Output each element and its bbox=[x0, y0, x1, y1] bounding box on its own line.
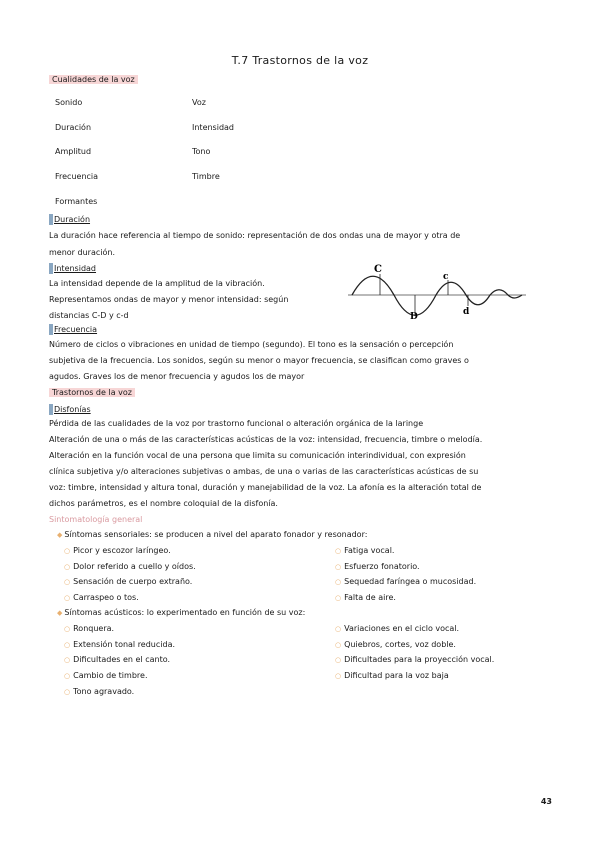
cualidad-left-1: Duración bbox=[55, 123, 92, 132]
sensorial-left-1-text: Dolor referido a cuello y oídos. bbox=[73, 562, 196, 571]
heading-bar bbox=[49, 263, 53, 274]
sensorial-right-0 bbox=[335, 546, 394, 555]
sensorial-right-2 bbox=[335, 577, 476, 586]
wave-figure bbox=[338, 250, 534, 320]
diamond-bullet-icon: ◆ bbox=[57, 531, 63, 539]
circle-bullet-icon: ○ bbox=[335, 641, 342, 649]
cualidad-left-3: Frecuencia bbox=[55, 172, 99, 181]
sensorial-left-0-text: Picor y escozor laríngeo. bbox=[73, 546, 171, 555]
sensorial-right-0-text: Fatiga vocal. bbox=[344, 546, 395, 555]
circle-bullet-icon: ○ bbox=[64, 594, 71, 602]
wave-label-C: C bbox=[374, 264, 382, 275]
wave-figure-bg bbox=[338, 250, 534, 320]
acustico-left-1-text: Extensión tonal reducida. bbox=[73, 640, 176, 649]
circle-bullet-icon: ○ bbox=[64, 625, 71, 633]
circle-bullet-icon: ○ bbox=[64, 672, 71, 680]
acustico-right-2 bbox=[335, 655, 494, 664]
acusticos-title-row bbox=[57, 608, 305, 617]
trastornos-heading bbox=[49, 388, 135, 397]
disfonias-p3-line-3: voz: timbre, intensidad y altura tonal, duración y manejabilidad de la voz. La afonía es la alteración total de bbox=[49, 483, 482, 492]
intensidad-heading-text: Intensidad bbox=[54, 264, 97, 273]
page-title: T.7 Trastornos de la voz bbox=[231, 54, 369, 67]
acustico-left-3 bbox=[64, 671, 147, 680]
cualidades-heading-text: Cualidades de la voz bbox=[49, 75, 138, 84]
disfonias-heading bbox=[49, 404, 91, 415]
cualidad-left-4: Formantes bbox=[55, 197, 98, 206]
sensorial-right-3 bbox=[335, 593, 396, 602]
circle-bullet-icon: ○ bbox=[64, 688, 71, 696]
sensorial-right-3-text: Falta de aire. bbox=[344, 593, 396, 602]
circle-bullet-icon: ○ bbox=[64, 578, 71, 586]
acustico-right-1-text: Quiebros, cortes, voz doble. bbox=[344, 640, 456, 649]
sensoriales-title-row bbox=[57, 530, 367, 539]
sensorial-left-3-text: Carraspeo o tos. bbox=[73, 593, 139, 602]
acustico-right-0 bbox=[335, 624, 459, 633]
frecuencia-heading-text: Frecuencia bbox=[54, 325, 98, 334]
cualidad-left-0: Sonido bbox=[55, 98, 83, 107]
sensorial-right-1-text: Esfuerzo fonatorio. bbox=[344, 562, 420, 571]
circle-bullet-icon: ○ bbox=[64, 563, 71, 571]
acustico-right-1 bbox=[335, 640, 456, 649]
acustico-right-0-text: Variaciones en el ciclo vocal. bbox=[344, 624, 460, 633]
duracion-line-1: La duración hace referencia al tiempo de sonido: representación de dos ondas una de mayor y otra de bbox=[49, 231, 461, 240]
acustico-left-2-text: Dificultades en el canto. bbox=[73, 655, 170, 664]
intensidad-heading bbox=[49, 263, 96, 274]
cualidad-right-2: Tono bbox=[192, 147, 211, 156]
sensorial-left-3 bbox=[64, 593, 139, 602]
intensidad-line-3: distancias C-D y c-d bbox=[49, 311, 129, 320]
circle-bullet-icon: ○ bbox=[335, 563, 342, 571]
acustico-right-2-text: Dificultades para la proyección vocal. bbox=[344, 655, 495, 664]
sintomatologia-heading: Sintomatología general bbox=[49, 515, 143, 524]
sensorial-left-2-text: Sensación de cuerpo extraño. bbox=[73, 577, 193, 586]
intensidad-line-1: La intensidad depende de la amplitud de la vibración. bbox=[49, 279, 265, 288]
trastornos-heading-text: Trastornos de la voz bbox=[49, 388, 135, 397]
cualidad-left-2: Amplitud bbox=[55, 147, 92, 156]
sensorial-left-1 bbox=[64, 562, 196, 571]
cualidades-heading bbox=[49, 75, 138, 84]
disfonias-p3-line-4: dichos parámetros, es el nombre coloquial de la disfonía. bbox=[49, 499, 278, 508]
circle-bullet-icon: ○ bbox=[335, 578, 342, 586]
acustico-left-0-text: Ronquera. bbox=[73, 624, 115, 633]
acustico-left-2 bbox=[64, 655, 170, 664]
disfonias-p3-line-1: Alteración en la función vocal de una persona que limita su comunicación interindividual, con expresión bbox=[49, 451, 466, 460]
sensoriales-title: Síntomas sensoriales: se producen a nivel del aparato fonador y resonador: bbox=[64, 530, 368, 539]
circle-bullet-icon: ○ bbox=[64, 547, 71, 555]
circle-bullet-icon: ○ bbox=[335, 594, 342, 602]
frecuencia-line-3: agudos. Graves los de menor frecuencia y agudos los de mayor bbox=[49, 372, 305, 381]
heading-bar bbox=[49, 324, 53, 335]
acusticos-title: Síntomas acústicos: lo experimentado en función de su voz: bbox=[64, 608, 306, 617]
acustico-right-3 bbox=[335, 671, 449, 680]
circle-bullet-icon: ○ bbox=[335, 625, 342, 633]
sensorial-left-2 bbox=[64, 577, 192, 586]
circle-bullet-icon: ○ bbox=[64, 656, 71, 664]
sensorial-left-0 bbox=[64, 546, 171, 555]
disfonias-heading-text: Disfonías bbox=[54, 405, 91, 414]
cualidad-right-3: Timbre bbox=[192, 172, 220, 181]
intensidad-line-2: Representamos ondas de mayor y menor intensidad: según bbox=[49, 295, 289, 304]
acustico-left-4 bbox=[64, 687, 134, 696]
disfonias-p3-line-2: clínica subjetiva y/o alteraciones subjetivas o ambas, de una o varias de las características acústicas de su bbox=[49, 467, 479, 476]
circle-bullet-icon: ○ bbox=[64, 641, 71, 649]
circle-bullet-icon: ○ bbox=[335, 656, 342, 664]
page-number: 43 bbox=[540, 797, 552, 806]
heading-bar bbox=[49, 404, 53, 415]
wave-label-c: c bbox=[443, 272, 449, 282]
sensorial-right-2-text: Sequedad faríngea o mucosidad. bbox=[344, 577, 477, 586]
circle-bullet-icon: ○ bbox=[335, 547, 342, 555]
acustico-left-1 bbox=[64, 640, 175, 649]
cualidad-right-1: Intensidad bbox=[192, 123, 235, 132]
diamond-bullet-icon: ◆ bbox=[57, 609, 63, 617]
acustico-left-3-text: Cambio de timbre. bbox=[73, 671, 148, 680]
disfonias-p2: Alteración de una o más de las características acústicas de la voz: intensidad, frecuencia, timbre o melodía. bbox=[49, 435, 483, 444]
acustico-left-0 bbox=[64, 624, 114, 633]
acustico-right-3-text: Dificultad para la voz baja bbox=[344, 671, 449, 680]
frecuencia-line-1: Número de ciclos o vibraciones en unidad de tiempo (segundo). El tono es la sensación o percepción bbox=[49, 340, 454, 349]
duracion-line-2: menor duración. bbox=[49, 248, 115, 257]
wave-label-d: d bbox=[463, 307, 470, 317]
disfonias-p1: Pérdida de las cualidades de la voz por trastorno funcional o alteración orgánica de la laringe bbox=[49, 419, 424, 428]
frecuencia-heading bbox=[49, 324, 97, 335]
heading-bar bbox=[49, 214, 53, 225]
frecuencia-line-2: subjetiva de la frecuencia. Los sonidos, según su menor o mayor frecuencia, se clasifican como graves o bbox=[49, 356, 469, 365]
sensorial-right-1 bbox=[335, 562, 420, 571]
acustico-left-4-text: Tono agravado. bbox=[73, 687, 135, 696]
wave-label-D: D bbox=[410, 312, 418, 320]
duracion-heading-text: Duración bbox=[54, 215, 91, 224]
cualidad-right-0: Voz bbox=[192, 98, 206, 107]
circle-bullet-icon: ○ bbox=[335, 672, 342, 680]
duracion-heading bbox=[49, 214, 90, 225]
